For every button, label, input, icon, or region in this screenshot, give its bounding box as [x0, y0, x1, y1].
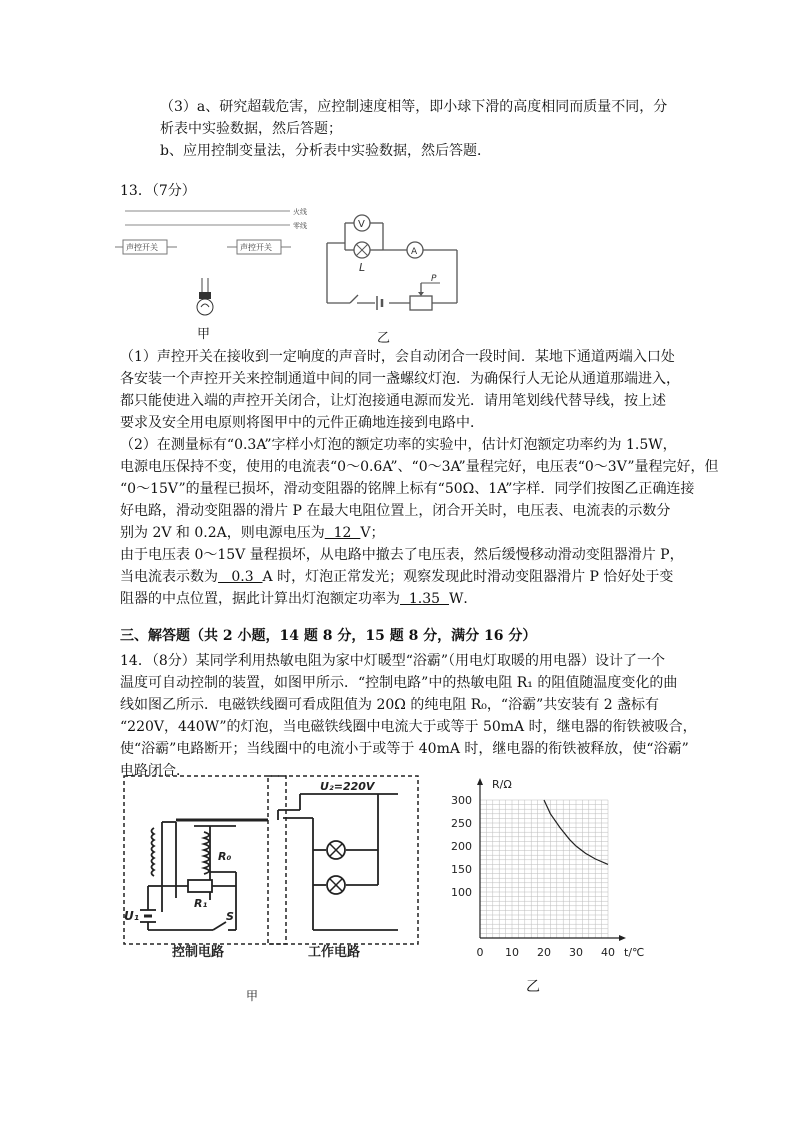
u1-label: U₁: [124, 909, 139, 923]
lamp-label: L: [359, 261, 366, 274]
x-tick-label: 20: [537, 946, 551, 959]
x-tick-label: 40: [601, 946, 615, 959]
x-axis-label: t/℃: [624, 946, 645, 959]
control-circuit-caption: 控制电路: [172, 945, 225, 960]
prev-line-1: （3）a、研究超载危害，应控制速度相等，即小球下滑的高度相同而质量不同，分: [160, 99, 668, 115]
svg-text:声控开关: 声控开关: [126, 243, 158, 252]
q13-figure-yi: [315, 205, 465, 345]
q13-p1-line-2: 各安装一个声控开关来控制通道中间的同一盏螺纹灯泡．为确保行人无论从通道那端进入，: [120, 371, 680, 387]
q13-p2-line-8: 阻器的中点位置，据此计算出灯泡额定功率为 1.35 W．: [120, 591, 478, 607]
control-circuit-box: [124, 776, 286, 944]
q13-p2-line-5: 别为 2V 和 0.2A，则电源电压为 12 V；: [120, 525, 385, 541]
q13-p2-line-2: 电源电压保持不变，使用的电流表“0～0.6A”、“0～3A”量程完好，电压表“0～3V”量程完好，但: [120, 459, 719, 475]
r1-label: R₁: [194, 897, 208, 910]
lamp-icon: [354, 242, 370, 258]
work-circuit-caption: 工作电路: [308, 945, 361, 960]
voltmeter-label: V: [358, 219, 365, 230]
q13-header: 13．（7分）: [120, 183, 196, 199]
r0-label: R₀: [218, 850, 232, 863]
x-tick-label: 0: [476, 946, 484, 959]
q14-line-6: 电路闭合．: [120, 763, 190, 779]
q13-p2-line-3: “0～15V”的量程已损坏，滑动变阻器的铭牌上标有“50Ω、1A”字样．同学们按图乙正确连接: [120, 481, 695, 497]
x-tick-label: 30: [569, 946, 583, 959]
q13-fig-yi-caption: 乙: [377, 331, 391, 345]
slider-label: P: [431, 274, 437, 284]
q13-p2-line-7: 当电流表示数为 0.3 A 时，灯泡正常发光；观察发现此时滑动变阻器滑片 P 恰好处于变: [120, 569, 674, 585]
q13-p1-line-4: 要求及安全用电原则将图甲中的元件正确地连接到电路中．: [120, 415, 484, 431]
q13-figure-jia: [115, 200, 315, 340]
live-wire-label: 火线: [293, 208, 307, 216]
s-label: S: [226, 910, 234, 923]
q14-fig-yi-caption: 乙: [526, 979, 540, 995]
work-circuit-box: [268, 776, 418, 944]
q14-rt-chart: [440, 778, 650, 998]
q13-p1-line-3: 都只能使进入端的声控开关闭合，让灯泡接通电源而发光．请用笔划线代替导线，按上述: [120, 393, 666, 409]
prev-line-3: b、应用控制变量法，分析表中实验数据，然后答题．: [160, 143, 491, 159]
y-tick-label: 100: [451, 886, 472, 899]
q14-line-5: 使“浴霸”电路断开；当线圈中的电流小于或等于 40mA 时，继电器的衔铁被释放，使“浴霸”: [120, 741, 689, 757]
q14-figure-jia: [118, 770, 438, 1010]
q14-line-2: 温度可自动控制的装置，如图甲所示．“控制电路”中的热敏电阻 R₁ 的阻值随温度变化的曲: [120, 675, 678, 691]
q14-line-4: “220V，440W”的灯泡，当电磁铁线圈中电流大于或等于 50mA 时，继电器的衔铁被吸合，: [120, 719, 697, 735]
lamp-1-icon: [327, 841, 345, 859]
y-axis-arrow: [477, 778, 483, 785]
x-tick-label: 10: [505, 946, 519, 959]
neutral-wire-label: 零线: [293, 222, 307, 230]
lamp-2-icon: [327, 876, 345, 894]
switch-icon: [350, 295, 358, 303]
answer-power: 1.35: [400, 591, 449, 607]
y-tick-label: 200: [451, 840, 472, 853]
ammeter-label: A: [411, 247, 418, 257]
y-tick-label: 250: [451, 817, 472, 830]
answer-current: 0.3: [218, 569, 263, 585]
y-tick-label: 300: [451, 794, 472, 807]
q13-p2-line-6: 由于电压表 0～15V 量程损坏，从电路中撤去了电压表，然后缓慢移动滑动变阻器滑片 P，: [120, 547, 684, 563]
q13-fig-jia-caption: 甲: [197, 327, 211, 340]
prev-line-2: 析表中实验数据，然后答题；: [160, 121, 342, 137]
svg-text:声控开关: 声控开关: [240, 243, 272, 252]
q13-p2-line-4: 好电路，滑动变阻器的滑片 P 在最大电阻位置上，闭合开关时，电压表、电流表的示数分: [120, 503, 671, 519]
y-tick-label: 150: [451, 863, 472, 876]
y-axis-label: R/Ω: [492, 778, 512, 791]
q14-line-1: 14．（8分）某同学利用热敏电阻为家中灯暖型“浴霸”（用电灯取暖的用电器）设计了一个: [120, 653, 666, 669]
answer-voltage: 12: [324, 525, 361, 541]
q14-fig-jia-caption: 甲: [246, 989, 259, 1003]
q13-p1-line-1: （1）声控开关在接收到一定响度的声音时，会自动闭合一段时间．某地下通道两端入口处: [120, 349, 675, 365]
x-axis-arrow: [619, 935, 626, 941]
q13-p2-line-1: （2）在测量标有“0.3A”字样小灯泡的额定功率的实验中，估计灯泡额定功率约为 1.5W，: [120, 437, 677, 453]
q14-line-3: 线如图乙所示．电磁铁线圈可看成阻值为 20Ω 的纯电阻 R₀，“浴霸”共安装有 2 盏标有: [120, 697, 660, 713]
u2-label: U₂=220V: [320, 780, 375, 793]
battery-icon: [377, 296, 382, 310]
section-3-title: 三、解答题（共 2 小题，14 题 8 分，15 题 8 分，满分 16 分）: [120, 628, 537, 644]
rheostat-slider-icon: [418, 283, 440, 296]
light-bulb-icon: [197, 278, 213, 315]
